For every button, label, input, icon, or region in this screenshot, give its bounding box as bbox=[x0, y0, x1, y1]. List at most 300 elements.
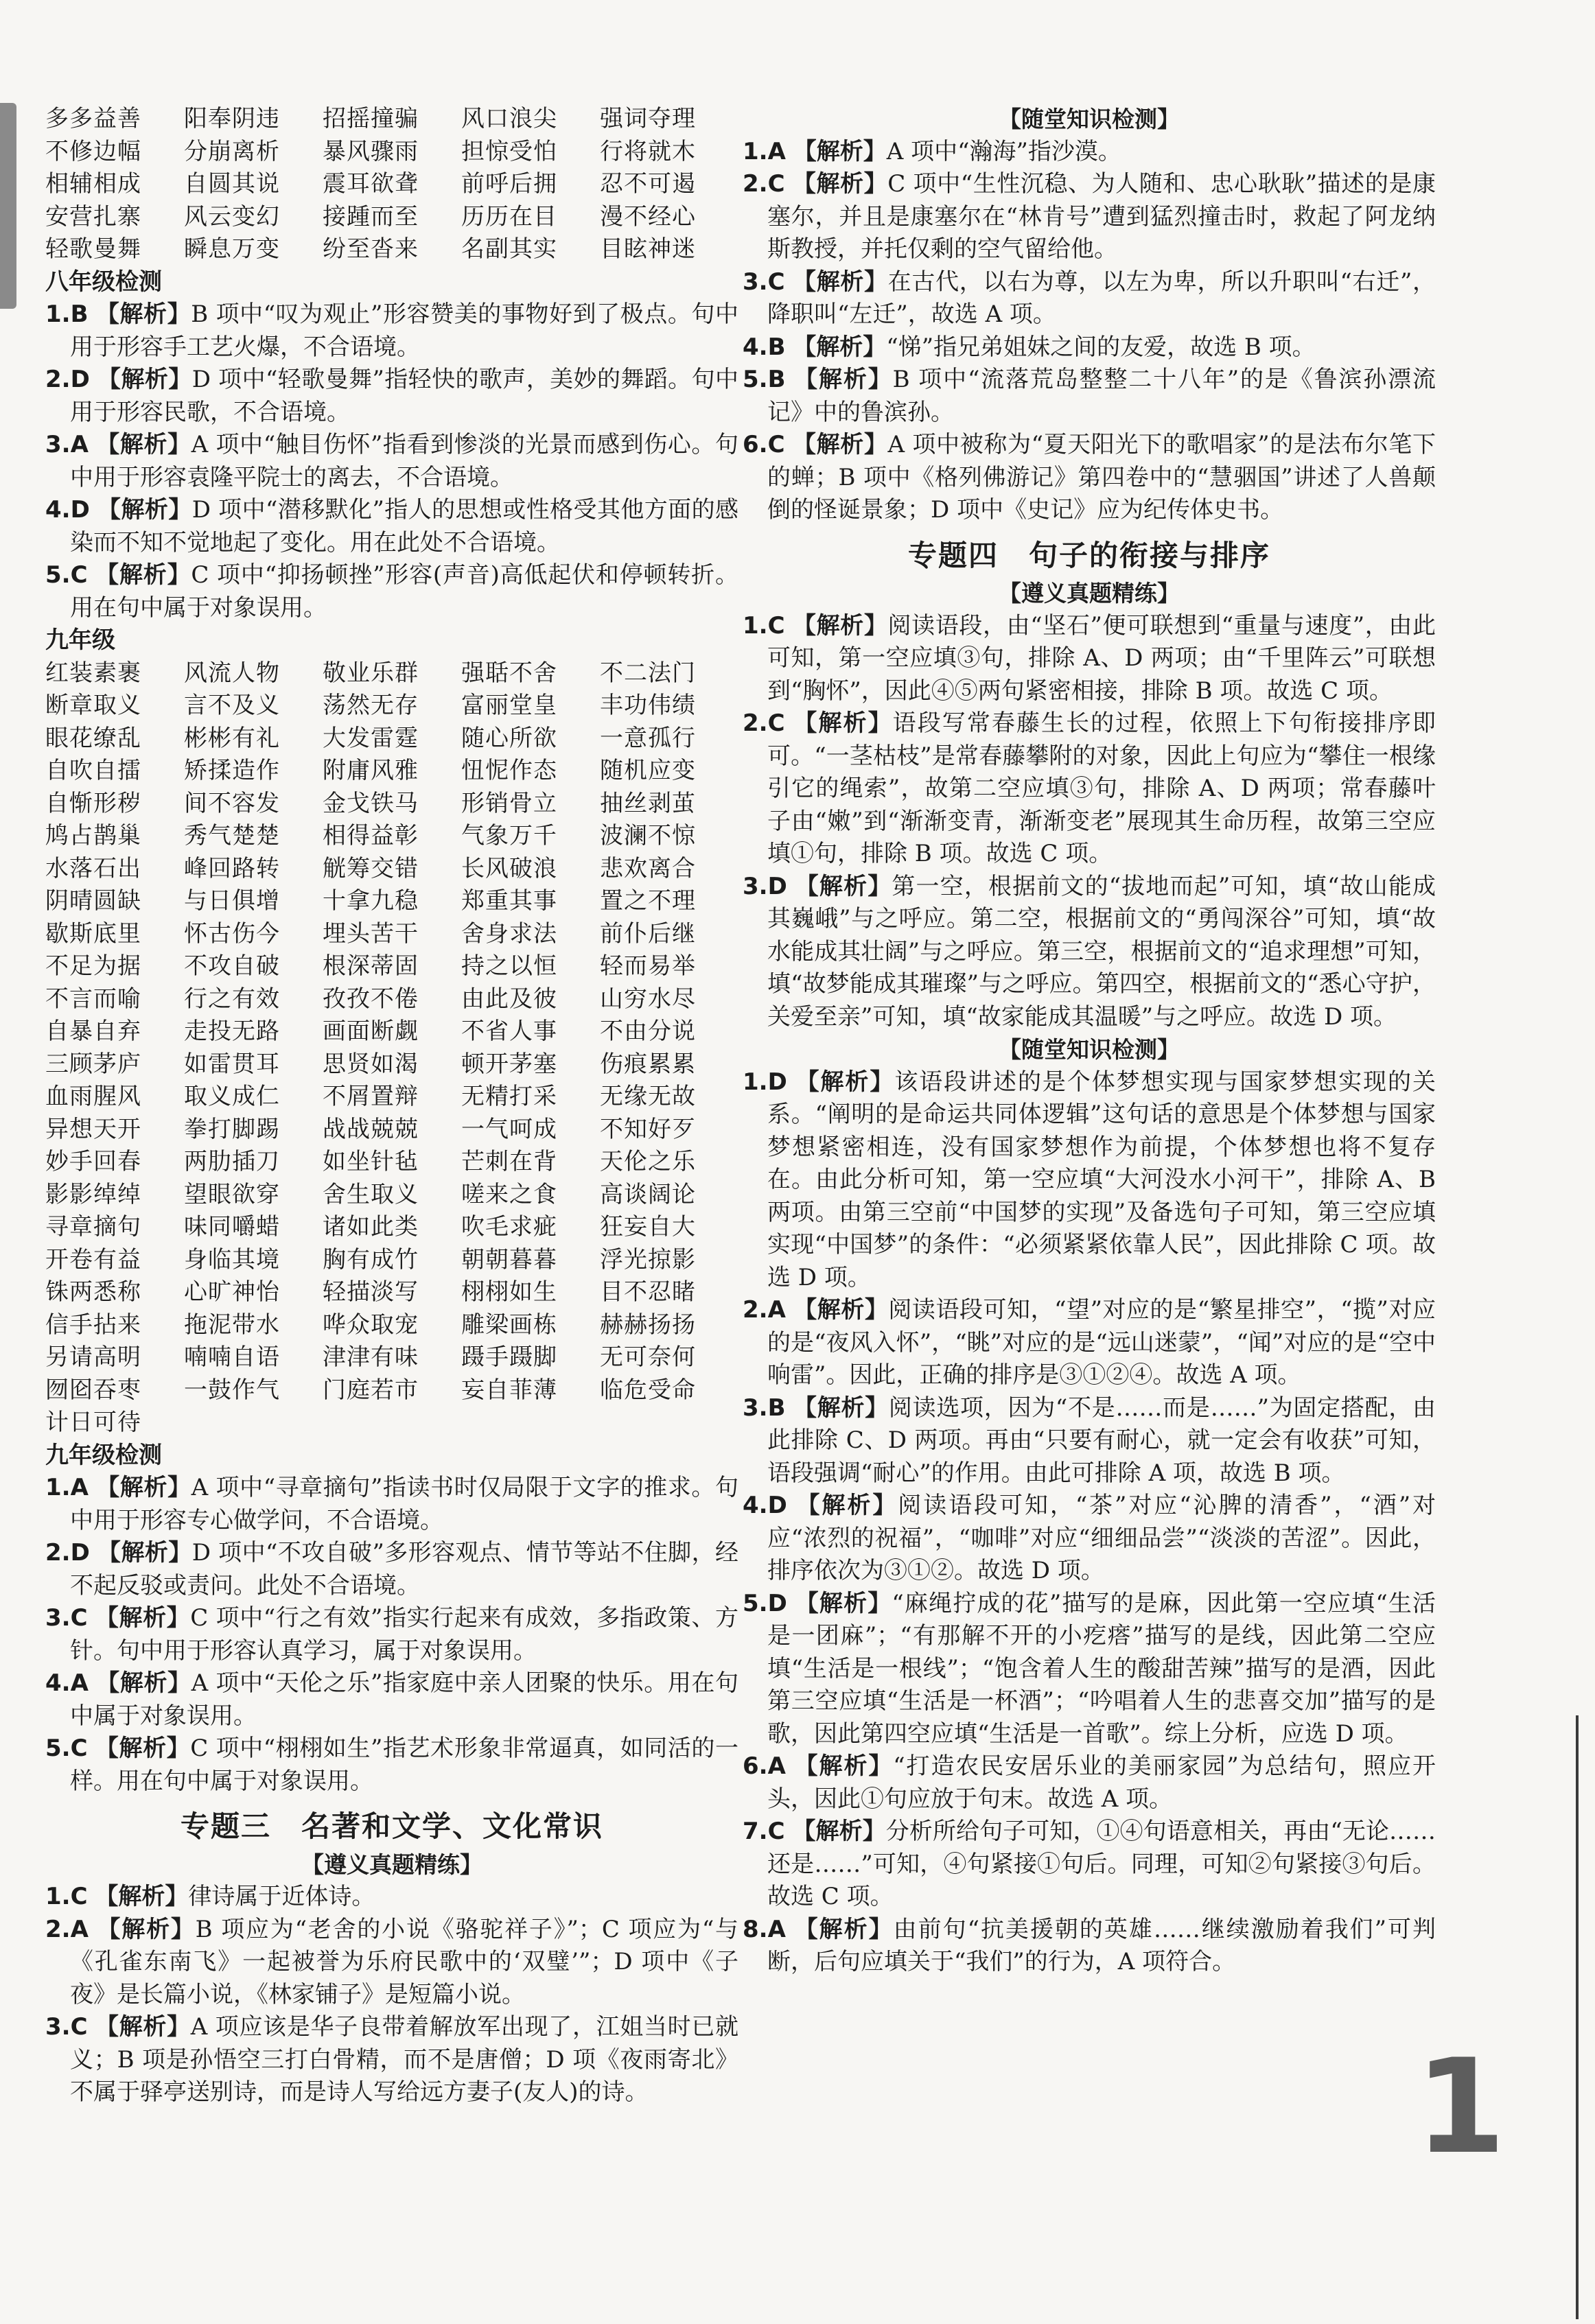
idiom: 寻章摘句 bbox=[45, 1213, 141, 1241]
answer-ans: A bbox=[70, 1669, 89, 1697]
idiom: 歇斯底里 bbox=[45, 919, 141, 948]
idiom: 味同嚼蜡 bbox=[184, 1213, 280, 1241]
idiom: 水落石出 bbox=[45, 854, 141, 882]
answer-tag: 【解析】 bbox=[795, 1068, 895, 1096]
idiom: 气象万千 bbox=[461, 822, 557, 849]
topic3-title: 专题三 名著和文学、文化常识 bbox=[180, 1809, 603, 1843]
topic3-answers bbox=[45, 1881, 738, 2109]
answer-ans: D bbox=[767, 1589, 787, 1617]
answer-num: 4. bbox=[743, 1492, 768, 1519]
idiom-row bbox=[45, 1276, 738, 1309]
idiom: 不由分说 bbox=[600, 1018, 696, 1045]
answer-ans: B bbox=[767, 1394, 786, 1422]
answer-item bbox=[743, 429, 1436, 527]
answer-num: 1. bbox=[45, 1883, 71, 1910]
idiom: 不言而喻 bbox=[45, 985, 141, 1013]
answer-tag: 【解析】 bbox=[97, 366, 192, 393]
idiom: 大发雷霆 bbox=[323, 724, 419, 752]
answer-item bbox=[743, 1490, 1436, 1588]
idiom: 随机应变 bbox=[600, 757, 696, 784]
answer-text: B 项应为“老舍的小说《骆驼祥子》”；C 项应为“与《孔雀东南飞》一起被誉为乐府民歌中的‘双璧’”；D 项中《子夜》是长篇小说，《林家铺子》是短篇小说。 bbox=[70, 1915, 739, 2008]
idiom: 间不容发 bbox=[184, 789, 280, 817]
answer-tag: 【解析】 bbox=[793, 1394, 889, 1422]
answer-tag: 【解析】 bbox=[795, 872, 892, 900]
answer-ans: C bbox=[70, 1735, 88, 1762]
answer-item bbox=[743, 1914, 1436, 1979]
idiom: 怀古伤今 bbox=[184, 919, 280, 948]
idiom: 雕梁画栋 bbox=[461, 1311, 557, 1339]
idiom: 不修边幅 bbox=[45, 137, 141, 165]
idiom: 由此及彼 bbox=[461, 985, 557, 1013]
idiom: 计日可待 bbox=[45, 1409, 141, 1436]
answer-ans: D bbox=[70, 1539, 90, 1566]
idiom: 担惊受怕 bbox=[461, 137, 557, 165]
idiom-row bbox=[45, 885, 738, 918]
answer-item bbox=[743, 1816, 1436, 1914]
idiom-row bbox=[45, 1341, 738, 1374]
idiom: 埋头苦干 bbox=[323, 919, 419, 948]
idiom: 波澜不惊 bbox=[600, 822, 696, 849]
page-edge-line bbox=[1576, 1715, 1579, 2319]
idiom: 行之有效 bbox=[184, 985, 280, 1013]
idiom: 历历在目 bbox=[461, 202, 557, 231]
idiom: 纷至沓来 bbox=[323, 235, 419, 263]
idiom-row bbox=[45, 820, 738, 853]
answer-num: 2. bbox=[45, 366, 71, 393]
answer-num: 5. bbox=[743, 1589, 768, 1617]
answer-item bbox=[45, 1602, 738, 1667]
idiom-row bbox=[45, 788, 738, 821]
answer-num: 2. bbox=[743, 1296, 768, 1324]
answer-item bbox=[45, 1472, 738, 1537]
answer-ans: A bbox=[767, 1752, 786, 1780]
idiom: 悲欢离合 bbox=[600, 854, 696, 882]
idiom: 言不及义 bbox=[184, 692, 280, 719]
answer-num: 3. bbox=[743, 872, 768, 900]
idiom: 金戈铁马 bbox=[323, 789, 419, 817]
idiom: 如坐针毡 bbox=[323, 1148, 419, 1175]
idiom: 拳打脚踢 bbox=[184, 1115, 280, 1143]
idiom: 一鼓作气 bbox=[184, 1376, 280, 1404]
idiom: 强聒不舍 bbox=[461, 659, 557, 687]
answer-ans: D bbox=[767, 1492, 787, 1519]
idiom: 舍生取义 bbox=[323, 1180, 419, 1208]
answer-tag: 【解析】 bbox=[793, 268, 888, 296]
answer-tag: 【解析】 bbox=[792, 1818, 886, 1845]
answer-item bbox=[45, 559, 738, 624]
idiom: 多多益善 bbox=[45, 105, 141, 132]
idiom-row bbox=[45, 1048, 738, 1081]
idiom: 异想天开 bbox=[45, 1115, 141, 1143]
answer-item bbox=[45, 1667, 738, 1733]
answer-tag: 【解析】 bbox=[96, 1474, 191, 1501]
answer-tag: 【解析】 bbox=[95, 561, 191, 589]
answer-item bbox=[743, 610, 1436, 708]
idiom: 无缘无故 bbox=[600, 1083, 696, 1110]
grade8-answers bbox=[45, 298, 738, 624]
idiom: 不攻自破 bbox=[184, 952, 280, 980]
topic3-quiz-answers bbox=[743, 136, 1436, 527]
topic4-title: 专题四 句子的衔接与排序 bbox=[907, 538, 1270, 572]
page-number: 1 bbox=[1414, 2031, 1506, 2183]
answer-text: C 项中“抑扬顿挫”形容(声音)高低起伏和停顿转折。用在句中属于对象误用。 bbox=[70, 561, 738, 622]
idiom: 红装素裹 bbox=[45, 659, 141, 687]
topic4-answers bbox=[743, 610, 1436, 1034]
answer-text: 该语段讲述的是个体梦想实现与国家梦想实现的关系。“阐明的是命运共同体逻辑”这句话的意思是个体梦想与国家梦想紧密相连，没有国家梦想作为前提，个体梦想也将不复存在。由此分析可知，第一空应填“大河没水小河干”，排除 A、B 两项。由第三空前“中国梦的实现”及备选句子可知，第三空应填实现“中国梦”的条件：“必须紧紧依靠人民”，因此排除 C 项。故选 D 项。 bbox=[767, 1068, 1436, 1291]
idiom: 漫不经心 bbox=[600, 202, 696, 231]
answer-num: 3. bbox=[743, 1394, 768, 1422]
answer-tag: 【解析】 bbox=[794, 1752, 894, 1780]
idiom: 诸如此类 bbox=[323, 1213, 419, 1241]
answer-text: 阅读语段可知，“望”对应的是“繁星排空”，“揽”对应的是“夜风入怀”，“眺”对应的是“远山迷蒙”，“闻”对应的是“空中响雷”。因此，正确的排序是③①②④。故选 A 项。 bbox=[767, 1296, 1436, 1389]
idiom-list-top bbox=[45, 103, 738, 266]
idiom: 开卷有益 bbox=[45, 1245, 141, 1273]
grade8-heading: 八年级检测 bbox=[45, 268, 162, 296]
answer-tag: 【解析】 bbox=[97, 1915, 196, 1943]
idiom: 鸠占鹊巢 bbox=[45, 822, 141, 849]
idiom: 自惭形秽 bbox=[45, 789, 141, 817]
answer-ans: C bbox=[70, 561, 88, 589]
idiom: 长风破浪 bbox=[461, 854, 557, 882]
answer-tag: 【解析】 bbox=[95, 1735, 191, 1762]
answer-text: 语段写常春藤生长的过程，依照上下句衔接排序即可。“一茎枯枝”是常春藤攀附的对象，因此上句应为“攀住一根缘引它的绳索”，故第二空应填③句，排除 A、D 两项；常春藤叶子由“嫩”到“渐渐变青，渐渐变老”展现其生命历程，故第三空应填①句，排除 B 项。故选 C 项。 bbox=[767, 709, 1436, 867]
answer-tag: 【解析】 bbox=[793, 709, 893, 737]
answer-ans: C bbox=[767, 611, 785, 639]
answer-num: 2. bbox=[45, 1915, 71, 1943]
idiom: 芒刺在背 bbox=[461, 1148, 557, 1175]
idiom: 心旷神怡 bbox=[184, 1278, 280, 1306]
answer-ans: A bbox=[767, 1915, 786, 1943]
answer-num: 3. bbox=[743, 268, 768, 296]
answer-tag: 【解析】 bbox=[795, 1589, 892, 1617]
idiom-row bbox=[45, 918, 738, 951]
answer-tag: 【解析】 bbox=[95, 1883, 189, 1910]
answer-ans: C bbox=[767, 268, 785, 296]
idiom: 影影绰绰 bbox=[45, 1180, 141, 1208]
idiom: 荡然无存 bbox=[323, 692, 419, 719]
idiom: 栩栩如生 bbox=[461, 1278, 557, 1306]
answer-text: D 项中“轻歌曼舞”指轻快的歌声，美妙的舞蹈。句中用于形容民歌，不合语境。 bbox=[70, 366, 739, 426]
idiom: 前呼后拥 bbox=[461, 170, 557, 198]
answer-text: A 项中“触目伤怀”指看到惨淡的光景而感到伤心。句中用于形容袁隆平院士的离去，不合语境。 bbox=[70, 431, 739, 491]
idiom: 朝朝暮暮 bbox=[461, 1245, 557, 1273]
answer-text: C 项中“生性沉稳、为人随和、忠心耿耿”描述的是康塞尔，并且是康塞尔在“林肯号”遭到猛烈撞击时，救起了阿龙纳斯教授，并托仅剩的空气留给他。 bbox=[767, 170, 1436, 263]
answer-num: 6. bbox=[743, 431, 768, 458]
answer-num: 6. bbox=[743, 1752, 768, 1780]
idiom: 根深蒂固 bbox=[323, 952, 419, 980]
idiom: 浮光掠影 bbox=[600, 1245, 696, 1273]
answer-num: 1. bbox=[45, 301, 71, 328]
answer-item bbox=[45, 2011, 738, 2109]
idiom: 抽丝剥茧 bbox=[600, 789, 696, 817]
idiom: 彬彬有礼 bbox=[184, 724, 280, 752]
idiom-row bbox=[45, 853, 738, 886]
answer-item bbox=[743, 364, 1436, 429]
idiom: 蹑手蹑脚 bbox=[461, 1343, 557, 1371]
answer-item bbox=[743, 266, 1436, 331]
idiom: 轻歌曼舞 bbox=[45, 235, 141, 263]
answer-ans: C bbox=[70, 1883, 88, 1910]
idiom: 觥筹交错 bbox=[323, 854, 419, 882]
idiom: 一意孤行 bbox=[600, 724, 696, 752]
answer-ans: C bbox=[70, 1604, 88, 1632]
idiom: 舍身求法 bbox=[461, 919, 557, 948]
idiom: 名副其实 bbox=[461, 235, 557, 263]
idiom: 自暴自弃 bbox=[45, 1018, 141, 1045]
idiom: 顿开茅塞 bbox=[461, 1050, 557, 1078]
idiom: 战战兢兢 bbox=[323, 1115, 419, 1143]
idiom: 忸怩作态 bbox=[461, 757, 557, 784]
idiom: 天伦之乐 bbox=[600, 1148, 696, 1175]
right-column bbox=[743, 103, 1436, 1979]
idiom-row bbox=[45, 168, 738, 201]
answer-item bbox=[743, 1588, 1436, 1751]
idiom: 一气呵成 bbox=[461, 1115, 557, 1143]
idiom: 如雷贯耳 bbox=[184, 1050, 280, 1078]
grade9-answers bbox=[45, 1472, 738, 1798]
answer-num: 4. bbox=[45, 1669, 71, 1697]
answer-num: 2. bbox=[743, 709, 768, 737]
answer-tag: 【解析】 bbox=[97, 1539, 192, 1566]
answer-num: 1. bbox=[743, 611, 768, 639]
idiom: 不屑置辩 bbox=[323, 1083, 419, 1110]
answer-num: 1. bbox=[743, 1068, 768, 1096]
answer-text: A 项中“瀚海”指沙漠。 bbox=[886, 137, 1121, 165]
answer-ans: A bbox=[767, 137, 786, 165]
answer-tag: 【解析】 bbox=[792, 170, 888, 198]
answer-text: “麻绳拧成的花”描写的是麻，因此第一空应填“生活是一团麻”；“有那解不开的小疙瘩”描写的是线，因此第二空应填“生活是一根线”；“饱含着人生的酸甜苦辣”描写的是酒，因此第三空应填“生活是一杯酒”；“吟唱着人生的悲喜交加”描写的是歌，因此第四空应填“生活是一首歌”。综上分析，应选 D 项。 bbox=[767, 1589, 1436, 1748]
idiom: 丰功伟绩 bbox=[600, 692, 696, 719]
answer-ans: C bbox=[70, 2013, 88, 2041]
idiom-row bbox=[45, 1244, 738, 1277]
topic4-quiz-heading: 【随堂知识检测】 bbox=[999, 1036, 1180, 1063]
idiom: 随心所欲 bbox=[461, 724, 557, 752]
answer-item bbox=[45, 1914, 738, 2012]
idiom: 哗众取宠 bbox=[323, 1311, 419, 1339]
answer-item bbox=[45, 429, 738, 494]
idiom: 取义成仁 bbox=[184, 1083, 280, 1110]
answer-item bbox=[743, 1392, 1436, 1490]
idiom: 断章取义 bbox=[45, 692, 141, 719]
idiom: 妙手回春 bbox=[45, 1148, 141, 1175]
answer-tag: 【解析】 bbox=[95, 301, 191, 328]
idiom: 相得益彰 bbox=[323, 822, 419, 849]
idiom: 不足为据 bbox=[45, 952, 141, 980]
idiom: 相辅相成 bbox=[45, 170, 141, 198]
answer-ans: A bbox=[70, 1915, 89, 1943]
answer-text: B 项中“叹为观止”形容赞美的事物好到了极点。句中用于形容手工艺火爆，不合语境。 bbox=[70, 301, 739, 361]
left-column bbox=[45, 103, 738, 2109]
idiom: 持之以恒 bbox=[461, 952, 557, 980]
idiom: 津津有味 bbox=[323, 1343, 419, 1371]
answer-tag: 【解析】 bbox=[97, 496, 192, 524]
answer-item bbox=[45, 1881, 738, 1914]
idiom: 另请高明 bbox=[45, 1343, 141, 1371]
answer-num: 4. bbox=[45, 496, 71, 524]
answer-tag: 【解析】 bbox=[796, 1492, 898, 1519]
answer-num: 5. bbox=[45, 1735, 71, 1762]
idiom-row bbox=[45, 1309, 738, 1342]
idiom: 阴晴圆缺 bbox=[45, 887, 141, 915]
topic4-quiz-answers bbox=[743, 1066, 1436, 1979]
idiom: 赫赫扬扬 bbox=[600, 1311, 696, 1339]
idiom-row bbox=[45, 755, 738, 788]
idiom: 阳奉阴违 bbox=[184, 105, 280, 132]
idiom: 三顾茅庐 bbox=[45, 1050, 141, 1078]
idiom-row bbox=[45, 1114, 738, 1147]
idiom: 安营扎寨 bbox=[45, 202, 141, 231]
answer-tag: 【解析】 bbox=[794, 1915, 894, 1943]
idiom: 与日俱增 bbox=[184, 887, 280, 915]
idiom-row bbox=[45, 983, 738, 1016]
idiom: 前仆后继 bbox=[600, 919, 696, 948]
answer-ans: C bbox=[767, 1818, 785, 1845]
topic3-quiz-heading: 【随堂知识检测】 bbox=[999, 106, 1180, 132]
idiom: 忍不可遏 bbox=[600, 170, 696, 198]
idiom: 置之不理 bbox=[600, 887, 696, 915]
idiom: 妄自菲薄 bbox=[461, 1376, 557, 1404]
answer-tag: 【解析】 bbox=[95, 2013, 191, 2041]
idiom: 轻而易举 bbox=[600, 952, 696, 980]
idiom: 接踵而至 bbox=[323, 202, 419, 231]
answer-text: 阅读语段，由“坚石”便可联想到“重量与速度”，由此可知，第一空应填③句，排除 A、D 两项；由“千里阵云”可联想到“胸怀”，因此④⑤两句紧密相接，排除 B 项。故选 C 项。 bbox=[767, 611, 1436, 705]
idiom: 自吹自擂 bbox=[45, 757, 141, 784]
idiom: 不省人事 bbox=[461, 1018, 557, 1045]
answer-tag: 【解析】 bbox=[793, 137, 887, 165]
answer-tag: 【解析】 bbox=[96, 431, 191, 458]
answer-num: 7. bbox=[743, 1818, 768, 1845]
answer-ans: D bbox=[767, 872, 787, 900]
idiom-row bbox=[45, 201, 738, 234]
idiom: 自圆其说 bbox=[184, 170, 280, 198]
idiom-row bbox=[45, 690, 738, 723]
answer-text: A 项应该是华子良带着解放军出现了，江姐当时已就义；B 项是孙悟空三打白骨精，而不是唐僧；D 项《夜雨寄北》不属于驿亭送别诗，而是诗人写给远方妻子(友人)的诗。 bbox=[70, 2013, 739, 2106]
answer-text: B 项中“流落荒岛整整二十八年”的是《鲁滨孙漂流记》中的鲁滨孙。 bbox=[767, 366, 1436, 426]
answer-num: 8. bbox=[743, 1915, 768, 1943]
idiom: 风口浪尖 bbox=[461, 105, 557, 132]
idiom-row bbox=[45, 136, 738, 169]
idiom: 强词夺理 bbox=[600, 105, 696, 132]
idiom: 郑重其事 bbox=[461, 887, 557, 915]
idiom: 瞬息万变 bbox=[184, 235, 280, 263]
idiom-row bbox=[45, 657, 738, 690]
idiom: 暴风骤雨 bbox=[323, 137, 419, 165]
idiom: 秀气楚楚 bbox=[184, 822, 280, 849]
idiom-row bbox=[45, 950, 738, 983]
idiom: 胸有成竹 bbox=[323, 1245, 419, 1273]
answer-tag: 【解析】 bbox=[793, 1296, 889, 1324]
answer-tag: 【解析】 bbox=[794, 366, 893, 393]
answer-num: 2. bbox=[743, 170, 768, 198]
answer-num: 1. bbox=[45, 1474, 71, 1501]
idiom: 矫揉造作 bbox=[184, 757, 280, 784]
idiom: 峰回路转 bbox=[184, 854, 280, 882]
answer-item bbox=[45, 298, 738, 364]
answer-ans: C bbox=[767, 170, 785, 198]
answer-text: “打造农民安居乐业的美丽家园”为总结句，照应开头，因此①句应放于句末。故选 A 项。 bbox=[767, 1752, 1436, 1813]
idiom: 十拿九稳 bbox=[323, 887, 419, 915]
idiom: 山穷水尽 bbox=[600, 985, 696, 1013]
side-tab-mark bbox=[0, 103, 16, 309]
idiom: 临危受命 bbox=[600, 1376, 696, 1404]
idiom: 嗟来之食 bbox=[461, 1180, 557, 1208]
answer-tag: 【解析】 bbox=[793, 333, 887, 361]
answer-item bbox=[743, 871, 1436, 1034]
idiom: 招摇撞骗 bbox=[323, 105, 419, 132]
answer-item bbox=[743, 1750, 1436, 1816]
idiom: 狂妄自大 bbox=[600, 1213, 696, 1241]
idiom: 附庸风雅 bbox=[323, 757, 419, 784]
answer-tag: 【解析】 bbox=[96, 1669, 191, 1697]
idiom: 眼花缭乱 bbox=[45, 724, 141, 752]
answer-ans: D bbox=[70, 366, 90, 393]
answer-item bbox=[45, 364, 738, 429]
answer-item bbox=[743, 707, 1436, 871]
answer-item bbox=[743, 136, 1436, 169]
idiom: 门庭若市 bbox=[323, 1376, 419, 1404]
idiom: 两肋插刀 bbox=[184, 1148, 280, 1175]
idiom: 画面断觑 bbox=[323, 1018, 419, 1045]
idiom-row bbox=[45, 1211, 738, 1244]
answer-item bbox=[743, 331, 1436, 364]
idiom: 吹毛求疵 bbox=[461, 1213, 557, 1241]
idiom: 思贤如渴 bbox=[323, 1050, 419, 1078]
answer-ans: B bbox=[767, 366, 786, 393]
idiom-list-grade9 bbox=[45, 657, 738, 1440]
answer-num: 3. bbox=[45, 1604, 71, 1632]
idiom: 铢两悉称 bbox=[45, 1278, 141, 1306]
answer-num: 5. bbox=[743, 366, 768, 393]
answer-ans: D bbox=[70, 496, 90, 524]
idiom: 走投无路 bbox=[184, 1018, 280, 1045]
answer-num: 3. bbox=[45, 2013, 71, 2041]
answer-item bbox=[45, 1537, 738, 1602]
idiom: 行将就木 bbox=[600, 137, 696, 165]
idiom: 伤痕累累 bbox=[600, 1050, 696, 1078]
answer-item bbox=[45, 494, 738, 559]
answer-ans: A bbox=[70, 431, 89, 458]
answer-text: 第一空，根据前文的“拔地而起”可知，填“故山能成其巍峨”与之呼应。第二空，根据前文的“勇闯深谷”可知，填“故水能成其壮阔”与之呼应。第三空，根据前文的“追求理想”可知，填“故梦能成其璀璨”与之呼应。第四空，根据前文的“悉心守护，关爱至亲”可知，填“故家能成其温暖”与之呼应。故选 D 项。 bbox=[767, 872, 1436, 1031]
answer-item bbox=[743, 1294, 1436, 1392]
answer-tag: 【解析】 bbox=[792, 431, 888, 458]
answer-ans: B bbox=[70, 301, 89, 328]
grade9-test-heading: 九年级检测 bbox=[45, 1441, 162, 1469]
idiom: 富丽堂皇 bbox=[461, 692, 557, 719]
idiom: 分崩离析 bbox=[184, 137, 280, 165]
answer-num: 3. bbox=[45, 431, 71, 458]
idiom: 风流人物 bbox=[184, 659, 280, 687]
idiom: 信手拈来 bbox=[45, 1311, 141, 1339]
idiom: 高谈阔论 bbox=[600, 1180, 696, 1208]
grade9-heading: 九年级 bbox=[45, 626, 115, 654]
idiom: 囫囵吞枣 bbox=[45, 1376, 141, 1404]
answer-num: 1. bbox=[743, 137, 768, 165]
answer-text: “悌”指兄弟姐妹之间的友爱，故选 B 项。 bbox=[886, 333, 1316, 361]
topic3-box-heading: 【遵义真题精练】 bbox=[301, 1851, 482, 1878]
idiom-row bbox=[45, 723, 738, 755]
answer-tag: 【解析】 bbox=[95, 1604, 191, 1632]
answer-ans: A bbox=[70, 1474, 89, 1501]
answer-text: 在古代，以右为尊，以左为卑，所以升职叫“右迁”，降职叫“左迁”，故选 A 项。 bbox=[767, 268, 1436, 328]
answer-text: D 项中“不攻自破”多形容观点、情节等站不住脚，经不起反驳或责问。此处不合语境。 bbox=[70, 1539, 739, 1599]
answer-ans: C bbox=[767, 709, 785, 737]
answer-text: 分析所给句子可知，①④句语意相关，再由“无论……还是……”可知，④句紧接①句后。同理，可知②句紧接③句后。故选 C 项。 bbox=[767, 1818, 1436, 1910]
idiom: 喃喃自语 bbox=[184, 1343, 280, 1371]
idiom-row bbox=[45, 1016, 738, 1048]
idiom: 血雨腥风 bbox=[45, 1083, 141, 1110]
answer-text: D 项中“潜移默化”指人的思想或性格受其他方面的感染而不知不觉地起了变化。用在此处不合语境。 bbox=[70, 496, 739, 556]
answer-text: 阅读语段可知，“茶”对应“沁脾的清香”，“酒”对应“浓烈的祝福”，“咖啡”对应“细细品尝”“淡淡的苦涩”。因此，排序依次为③①②。故选 D 项。 bbox=[767, 1492, 1436, 1584]
